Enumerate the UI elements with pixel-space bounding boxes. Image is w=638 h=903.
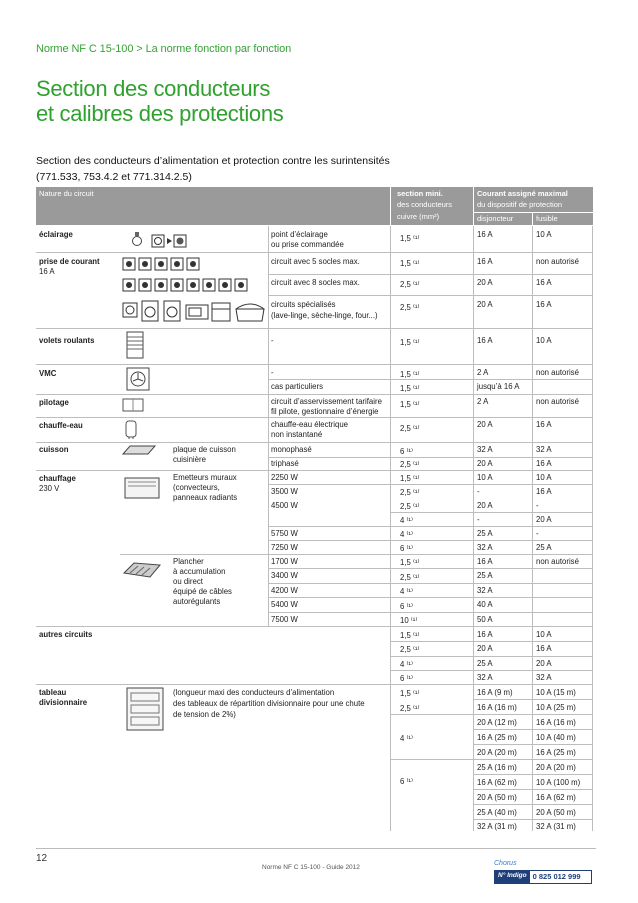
autres-fusible-3: 20 A xyxy=(536,659,552,668)
cuisson-disjoncteur-2: 20 A xyxy=(477,459,493,468)
prise-fusible-3: 16 A xyxy=(536,300,552,309)
chauffe-disjoncteur: 20 A xyxy=(477,420,493,429)
tableau-fus-10: 32 A (31 m) xyxy=(536,822,576,831)
autres-fusible-2: 16 A xyxy=(536,644,552,653)
plancher-disjoncteur-3: 32 A xyxy=(477,586,493,595)
hline xyxy=(36,684,593,685)
chauffage-section-1: 1,5 ⁽¹⁾ xyxy=(400,474,420,483)
footer-text: Norme NF C 15-100 - Guide 2012 xyxy=(262,864,360,871)
plancher-disjoncteur-4: 40 A xyxy=(477,600,493,609)
chauffage-desc-3: 4500 W xyxy=(271,501,298,510)
autres-disjoncteur-3: 25 A xyxy=(477,659,493,668)
hline xyxy=(268,526,593,527)
conductor-table xyxy=(36,187,593,831)
plancher-section-4: 6 ⁽¹⁾ xyxy=(400,602,413,611)
chauffe-section: 2,5 ⁽¹⁾ xyxy=(400,424,420,433)
plancher-section-2: 2,5 ⁽¹⁾ xyxy=(400,573,420,582)
tableau-fus-7: 10 A (100 m) xyxy=(536,778,581,787)
tableau-note-3: de tension de 2%) xyxy=(173,710,236,719)
plancher-section-5: 10 ⁽¹⁾ xyxy=(400,616,418,625)
page-title xyxy=(36,76,283,126)
chauffage-disjoncteur-3a: 20 A xyxy=(477,501,493,510)
plancher-sub-3: ou direct xyxy=(173,577,203,586)
hline xyxy=(390,512,593,513)
hline xyxy=(36,626,593,627)
fan-icon xyxy=(126,367,150,391)
subtitle xyxy=(36,153,390,185)
hline xyxy=(120,554,593,555)
tableau-fus-2: 10 A (25 m) xyxy=(536,703,576,712)
shutter-icon xyxy=(126,331,144,359)
footer-divider xyxy=(36,848,596,849)
plancher-sub-4: équipé de câbles xyxy=(173,587,232,596)
chauffage-fusible-3b: 20 A xyxy=(536,515,552,524)
plancher-disjoncteur-5: 50 A xyxy=(477,615,493,624)
hline xyxy=(390,759,593,760)
eclairage-disjoncteur: 16 A xyxy=(477,230,493,239)
autres-disjoncteur-2: 20 A xyxy=(477,644,493,653)
eclairage-desc-2: ou prise commandée xyxy=(271,240,344,249)
chauffage-disjoncteur-3b: - xyxy=(477,515,480,524)
hline xyxy=(268,540,593,541)
appliance-icons xyxy=(122,297,268,325)
prise-desc-2: circuit avec 8 socles max. xyxy=(271,278,360,287)
tableau-disj-2: 16 A (16 m) xyxy=(477,703,517,712)
vmc-disjoncteur-2: jusqu’à 16 A xyxy=(477,382,520,391)
tableau-disj-8: 20 A (50 m) xyxy=(477,793,517,802)
chorus-label: Chorus xyxy=(494,860,517,867)
plancher-section-3: 4 ⁽¹⁾ xyxy=(400,587,413,596)
socket-icons-8 xyxy=(122,277,252,293)
prise-disjoncteur-2: 20 A xyxy=(477,278,493,287)
row-label-chauffe-eau: chauffe-eau xyxy=(39,421,83,430)
title-line-1: Section des conducteurs xyxy=(36,76,271,101)
tableau-fus-9: 20 A (50 m) xyxy=(536,808,576,817)
convector-icon xyxy=(124,477,160,499)
tableau-disj-9: 25 A (40 m) xyxy=(477,808,517,817)
hline xyxy=(268,612,593,613)
vmc-desc-1: - xyxy=(271,368,274,377)
plancher-desc-1: 1700 W xyxy=(271,557,298,566)
vline-section xyxy=(473,226,474,831)
header-fusible: fusible xyxy=(533,213,593,225)
pilotage-fusible: non autorisé xyxy=(536,397,579,406)
cuisson-section-2: 2,5 ⁽¹⁾ xyxy=(400,460,420,469)
hline xyxy=(36,417,593,418)
vline-right xyxy=(592,226,593,831)
plancher-sub-5: autorégulants xyxy=(173,597,221,606)
plancher-disjoncteur-1: 16 A xyxy=(477,557,493,566)
tableau-disj-4: 16 A (25 m) xyxy=(477,733,517,742)
vline-desc xyxy=(268,226,269,626)
prise-section-2: 2,5 ⁽¹⁾ xyxy=(400,280,420,289)
hline xyxy=(268,597,593,598)
autres-disjoncteur-1: 16 A xyxy=(477,630,493,639)
plancher-fusible-1: non autorisé xyxy=(536,557,579,566)
volets-fusible: 10 A xyxy=(536,336,552,345)
chauffe-desc-1: chauffe-eau électrique xyxy=(271,420,349,429)
plancher-desc-2: 3400 W xyxy=(271,571,298,580)
cuisson-fusible-1: 32 A xyxy=(536,445,552,454)
plancher-desc-4: 5400 W xyxy=(271,600,298,609)
autres-disjoncteur-4: 32 A xyxy=(477,673,493,682)
row-label-volets: volets roulants xyxy=(39,336,95,345)
hline xyxy=(473,744,593,745)
hline xyxy=(473,774,593,775)
eclairage-desc-1: point d’éclairage xyxy=(271,230,328,239)
hline xyxy=(390,656,593,657)
plancher-disjoncteur-2: 25 A xyxy=(477,571,493,580)
tableau-section-3: 4 ⁽¹⁾ xyxy=(400,734,413,743)
hline xyxy=(473,819,593,820)
chauffage-sub-1: Emetteurs muraux xyxy=(173,473,237,482)
subtitle-line-1: Section des conducteurs d’alimentation et protection contre les surintensités xyxy=(36,155,390,167)
cuisson-fusible-2: 16 A xyxy=(536,459,552,468)
autres-section-2: 2,5 ⁽¹⁾ xyxy=(400,645,420,654)
plancher-desc-5: 7500 W xyxy=(271,615,298,624)
tableau-note-2: des tableaux de répartition divisionnaire pour une chute xyxy=(173,699,365,708)
indigo-number: 0 825 012 999 xyxy=(532,872,581,881)
plancher-desc-3: 4200 W xyxy=(271,586,298,595)
prise-fusible-1: non autorisé xyxy=(536,257,579,266)
tableau-fus-8: 16 A (62 m) xyxy=(536,793,576,802)
hline xyxy=(473,699,593,700)
hline xyxy=(268,295,593,296)
row-label-tableau: tableau xyxy=(39,688,67,697)
autres-section-1: 1,5 ⁽¹⁾ xyxy=(400,631,420,640)
vline-section-left xyxy=(390,226,391,831)
row-label-chauffage-sub: 230 V xyxy=(39,484,60,493)
chauffe-fusible: 16 A xyxy=(536,420,552,429)
breadcrumb: Norme NF C 15-100 > La norme fonction par fonction xyxy=(36,43,292,55)
socket-icons-5 xyxy=(122,256,204,272)
tableau-section-4: 6 ⁽¹⁾ xyxy=(400,777,413,786)
hline xyxy=(473,729,593,730)
autres-fusible-1: 10 A xyxy=(536,630,552,639)
chauffage-fusible-1: 10 A xyxy=(536,473,552,482)
hline xyxy=(36,364,593,365)
chauffage-disjoncteur-1: 10 A xyxy=(477,473,493,482)
row-label-prise-sub: 16 A xyxy=(39,267,55,276)
row-label-autres: autres circuits xyxy=(39,630,93,639)
hline xyxy=(268,379,593,380)
pilot-module-icon xyxy=(122,398,144,412)
pilotage-desc-1: circuit d’asservissement tarifaire xyxy=(271,397,382,406)
chauffage-fusible-2: 16 A xyxy=(536,487,552,496)
chauffage-disjoncteur-5: 32 A xyxy=(477,543,493,552)
autres-section-3: 4 ⁽¹⁾ xyxy=(400,660,413,669)
volets-disjoncteur: 16 A xyxy=(477,336,493,345)
hline xyxy=(390,714,593,715)
autres-section-4: 6 ⁽¹⁾ xyxy=(400,674,413,683)
water-heater-icon xyxy=(124,420,138,440)
chauffage-fusible-3a: - xyxy=(536,501,539,510)
header-nature: Nature du circuit xyxy=(36,187,390,225)
tableau-fus-1: 10 A (15 m) xyxy=(536,688,576,697)
heated-floor-icon xyxy=(122,559,162,583)
pilotage-disjoncteur: 2 A xyxy=(477,397,489,406)
vmc-desc-2: cas particuliers xyxy=(271,382,323,391)
chauffage-fusible-4: - xyxy=(536,529,539,538)
row-label-cuisson: cuisson xyxy=(39,445,69,454)
row-label-pilotage: pilotage xyxy=(39,398,69,407)
plancher-sub-1: Plancher xyxy=(173,557,204,566)
row-label-vmc: VMC xyxy=(39,369,57,378)
vmc-section-1: 1,5 ⁽¹⁾ xyxy=(400,370,420,379)
autres-fusible-4: 32 A xyxy=(536,673,552,682)
hline xyxy=(36,252,593,253)
tableau-section-1: 1,5 ⁽¹⁾ xyxy=(400,689,420,698)
chauffe-desc-2: non instantané xyxy=(271,430,323,439)
vmc-fusible-1: non autorisé xyxy=(536,368,579,377)
tableau-disj-10: 32 A (31 m) xyxy=(477,822,517,831)
tableau-note-1: (longueur maxi des conducteurs d’alimentation xyxy=(173,688,335,697)
chauffage-sub-3: panneaux radiants xyxy=(173,493,238,502)
prise-desc-3: circuits spécialisés xyxy=(271,300,336,309)
hline xyxy=(390,670,593,671)
chauffage-desc-1: 2250 W xyxy=(271,473,298,482)
eclairage-section: 1,5 ⁽¹⁾ xyxy=(400,234,420,243)
chauffage-desc-2: 3500 W xyxy=(271,487,298,496)
cuisson-section-1: 6 ⁽¹⁾ xyxy=(400,447,413,456)
indigo-label: N° Indigo xyxy=(495,871,530,883)
vmc-disjoncteur-1: 2 A xyxy=(477,368,489,377)
chauffage-fusible-5: 25 A xyxy=(536,543,552,552)
prise-disjoncteur-3: 20 A xyxy=(477,300,493,309)
tableau-fus-6: 20 A (20 m) xyxy=(536,763,576,772)
cuisson-sub-2: cuisinière xyxy=(173,455,206,464)
hline xyxy=(390,641,593,642)
row-label-prise: prise de courant xyxy=(39,257,100,266)
tableau-fus-5: 16 A (25 m) xyxy=(536,748,576,757)
tableau-disj-5: 20 A (20 m) xyxy=(477,748,517,757)
cuisson-desc-1: monophasé xyxy=(271,445,312,454)
vmc-section-2: 1,5 ⁽¹⁾ xyxy=(400,384,420,393)
pilotage-section: 1,5 ⁽¹⁾ xyxy=(400,400,420,409)
vline-fusible xyxy=(532,226,533,831)
pilotage-desc-2: fil pilote, gestionnaire d’énergie xyxy=(271,407,379,416)
page-number: 12 xyxy=(36,853,48,864)
plancher-section-1: 1,5 ⁽¹⁾ xyxy=(400,558,420,567)
hline xyxy=(36,442,593,443)
indigo-number-badge xyxy=(494,870,592,884)
chauffage-section-4: 4 ⁽¹⁾ xyxy=(400,530,413,539)
distribution-board-icon xyxy=(126,687,166,733)
hline xyxy=(36,394,593,395)
prise-desc-3b: (lave-linge, sèche-linge, four...) xyxy=(271,311,378,320)
hline xyxy=(473,789,593,790)
title-line-2: et calibres des protections xyxy=(36,101,284,126)
tableau-fus-4: 10 A (40 m) xyxy=(536,733,576,742)
plancher-sub-2: à accumulation xyxy=(173,567,226,576)
hline xyxy=(268,583,593,584)
volets-section: 1,5 ⁽¹⁾ xyxy=(400,338,420,347)
hob-icon xyxy=(122,444,156,458)
volets-desc: - xyxy=(271,336,274,345)
hline xyxy=(268,274,593,275)
hline xyxy=(268,568,593,569)
cuisson-desc-2: triphasé xyxy=(271,459,299,468)
lighting-icons xyxy=(130,229,190,249)
hline xyxy=(268,484,593,485)
chauffage-section-5: 6 ⁽¹⁾ xyxy=(400,544,413,553)
header-section: section mini. des conducteurs cuivre (mm²) xyxy=(391,187,473,225)
prise-desc-1: circuit avec 5 socles max. xyxy=(271,257,360,266)
chauffage-desc-5: 7250 W xyxy=(271,543,298,552)
row-label-tableau-2: divisionnaire xyxy=(39,698,88,707)
hline xyxy=(36,328,593,329)
tableau-section-2: 2,5 ⁽¹⁾ xyxy=(400,704,420,713)
tableau-disj-7: 16 A (62 m) xyxy=(477,778,517,787)
row-label-eclairage: éclairage xyxy=(39,230,73,239)
tableau-disj-6: 25 A (16 m) xyxy=(477,763,517,772)
subtitle-line-2: (771.533, 753.4.2 et 771.314.2.5) xyxy=(36,171,192,183)
hline xyxy=(36,470,593,471)
hline xyxy=(473,804,593,805)
chauffage-section-3b: 4 ⁽¹⁾ xyxy=(400,516,413,525)
header-disjoncteur: disjoncteur xyxy=(474,213,532,225)
prise-fusible-2: 16 A xyxy=(536,278,552,287)
eclairage-fusible: 10 A xyxy=(536,230,552,239)
chauffage-section-2: 2,5 ⁽¹⁾ xyxy=(400,488,420,497)
chauffage-sub-2: (convecteurs, xyxy=(173,483,220,492)
cuisson-disjoncteur-1: 32 A xyxy=(477,445,493,454)
hline xyxy=(268,457,593,458)
row-label-chauffage: chauffage xyxy=(39,474,76,483)
prise-section-3: 2,5 ⁽¹⁾ xyxy=(400,303,420,312)
prise-disjoncteur-1: 16 A xyxy=(477,257,493,266)
tableau-disj-3: 20 A (12 m) xyxy=(477,718,517,727)
chauffage-disjoncteur-2: - xyxy=(477,487,480,496)
cuisson-sub-1: plaque de cuisson xyxy=(173,445,236,454)
tableau-disj-1: 16 A (9 m) xyxy=(477,688,513,697)
chauffage-desc-4: 5750 W xyxy=(271,529,298,538)
chauffage-disjoncteur-4: 25 A xyxy=(477,529,493,538)
tableau-fus-3: 16 A (16 m) xyxy=(536,718,576,727)
chauffage-section-3a: 2,5 ⁽¹⁾ xyxy=(400,502,420,511)
header-courant: Courant assigné maximal du dispositif de protection xyxy=(474,187,593,212)
prise-section-1: 1,5 ⁽¹⁾ xyxy=(400,259,420,268)
